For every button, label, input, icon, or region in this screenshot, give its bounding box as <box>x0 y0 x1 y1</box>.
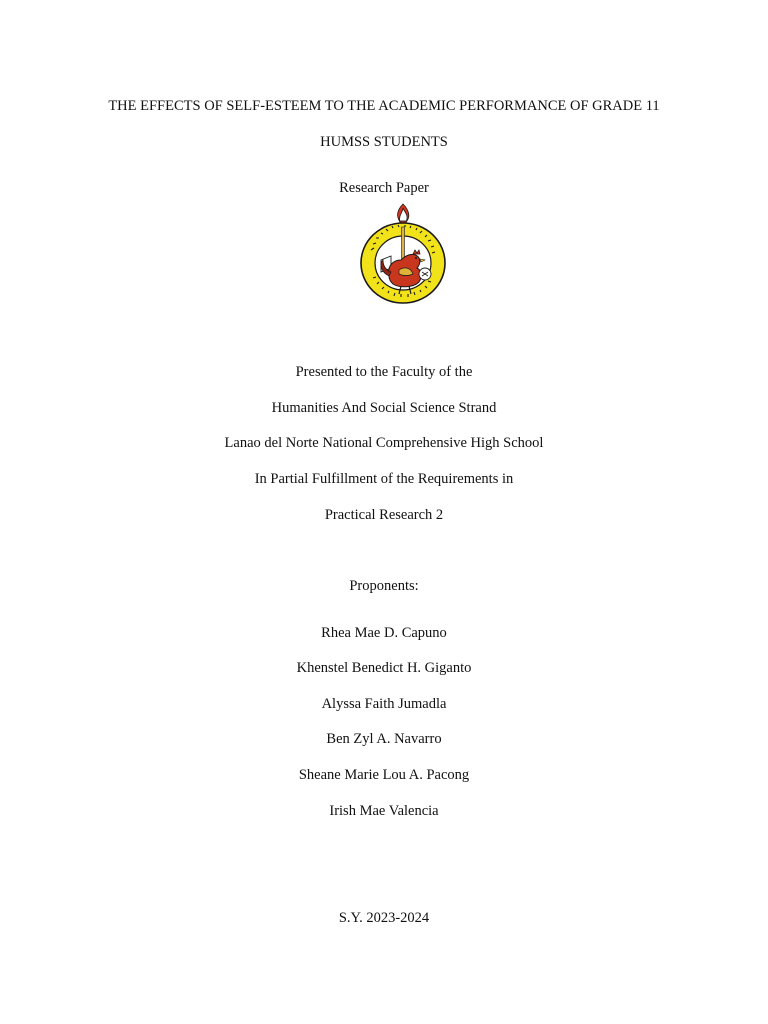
presented-line-4: In Partial Fulfillment of the Requirements in <box>254 471 514 487</box>
document-type: Research Paper <box>339 180 429 196</box>
proponent-name: Ben Zyl A. Navarro <box>326 731 442 747</box>
title-line-1: THE EFFECTS OF SELF-ESTEEM TO THE ACADEMIC PERFORMANCE OF GRADE 11 <box>108 98 660 114</box>
proponent-name: Khenstel Benedict H. Giganto <box>296 660 472 676</box>
proponent-name: Rhea Mae D. Capuno <box>321 625 447 641</box>
proponent-name: Irish Mae Valencia <box>329 803 439 819</box>
school-seal-icon <box>359 202 447 306</box>
presented-line-5: Practical Research 2 <box>324 507 444 523</box>
presented-line-1: Presented to the Faculty of the <box>295 364 473 380</box>
proponent-name: Alyssa Faith Jumadla <box>321 696 447 712</box>
title-line-2: HUMSS STUDENTS <box>320 134 448 150</box>
proponents-heading: Proponents: <box>349 578 419 594</box>
school-year: S.Y. 2023-2024 <box>338 910 430 926</box>
presented-line-2: Humanities And Social Science Strand <box>271 400 497 416</box>
presented-line-3: Lanao del Norte National Comprehensive High School <box>224 435 544 451</box>
proponent-name: Sheane Marie Lou A. Pacong <box>298 767 470 783</box>
